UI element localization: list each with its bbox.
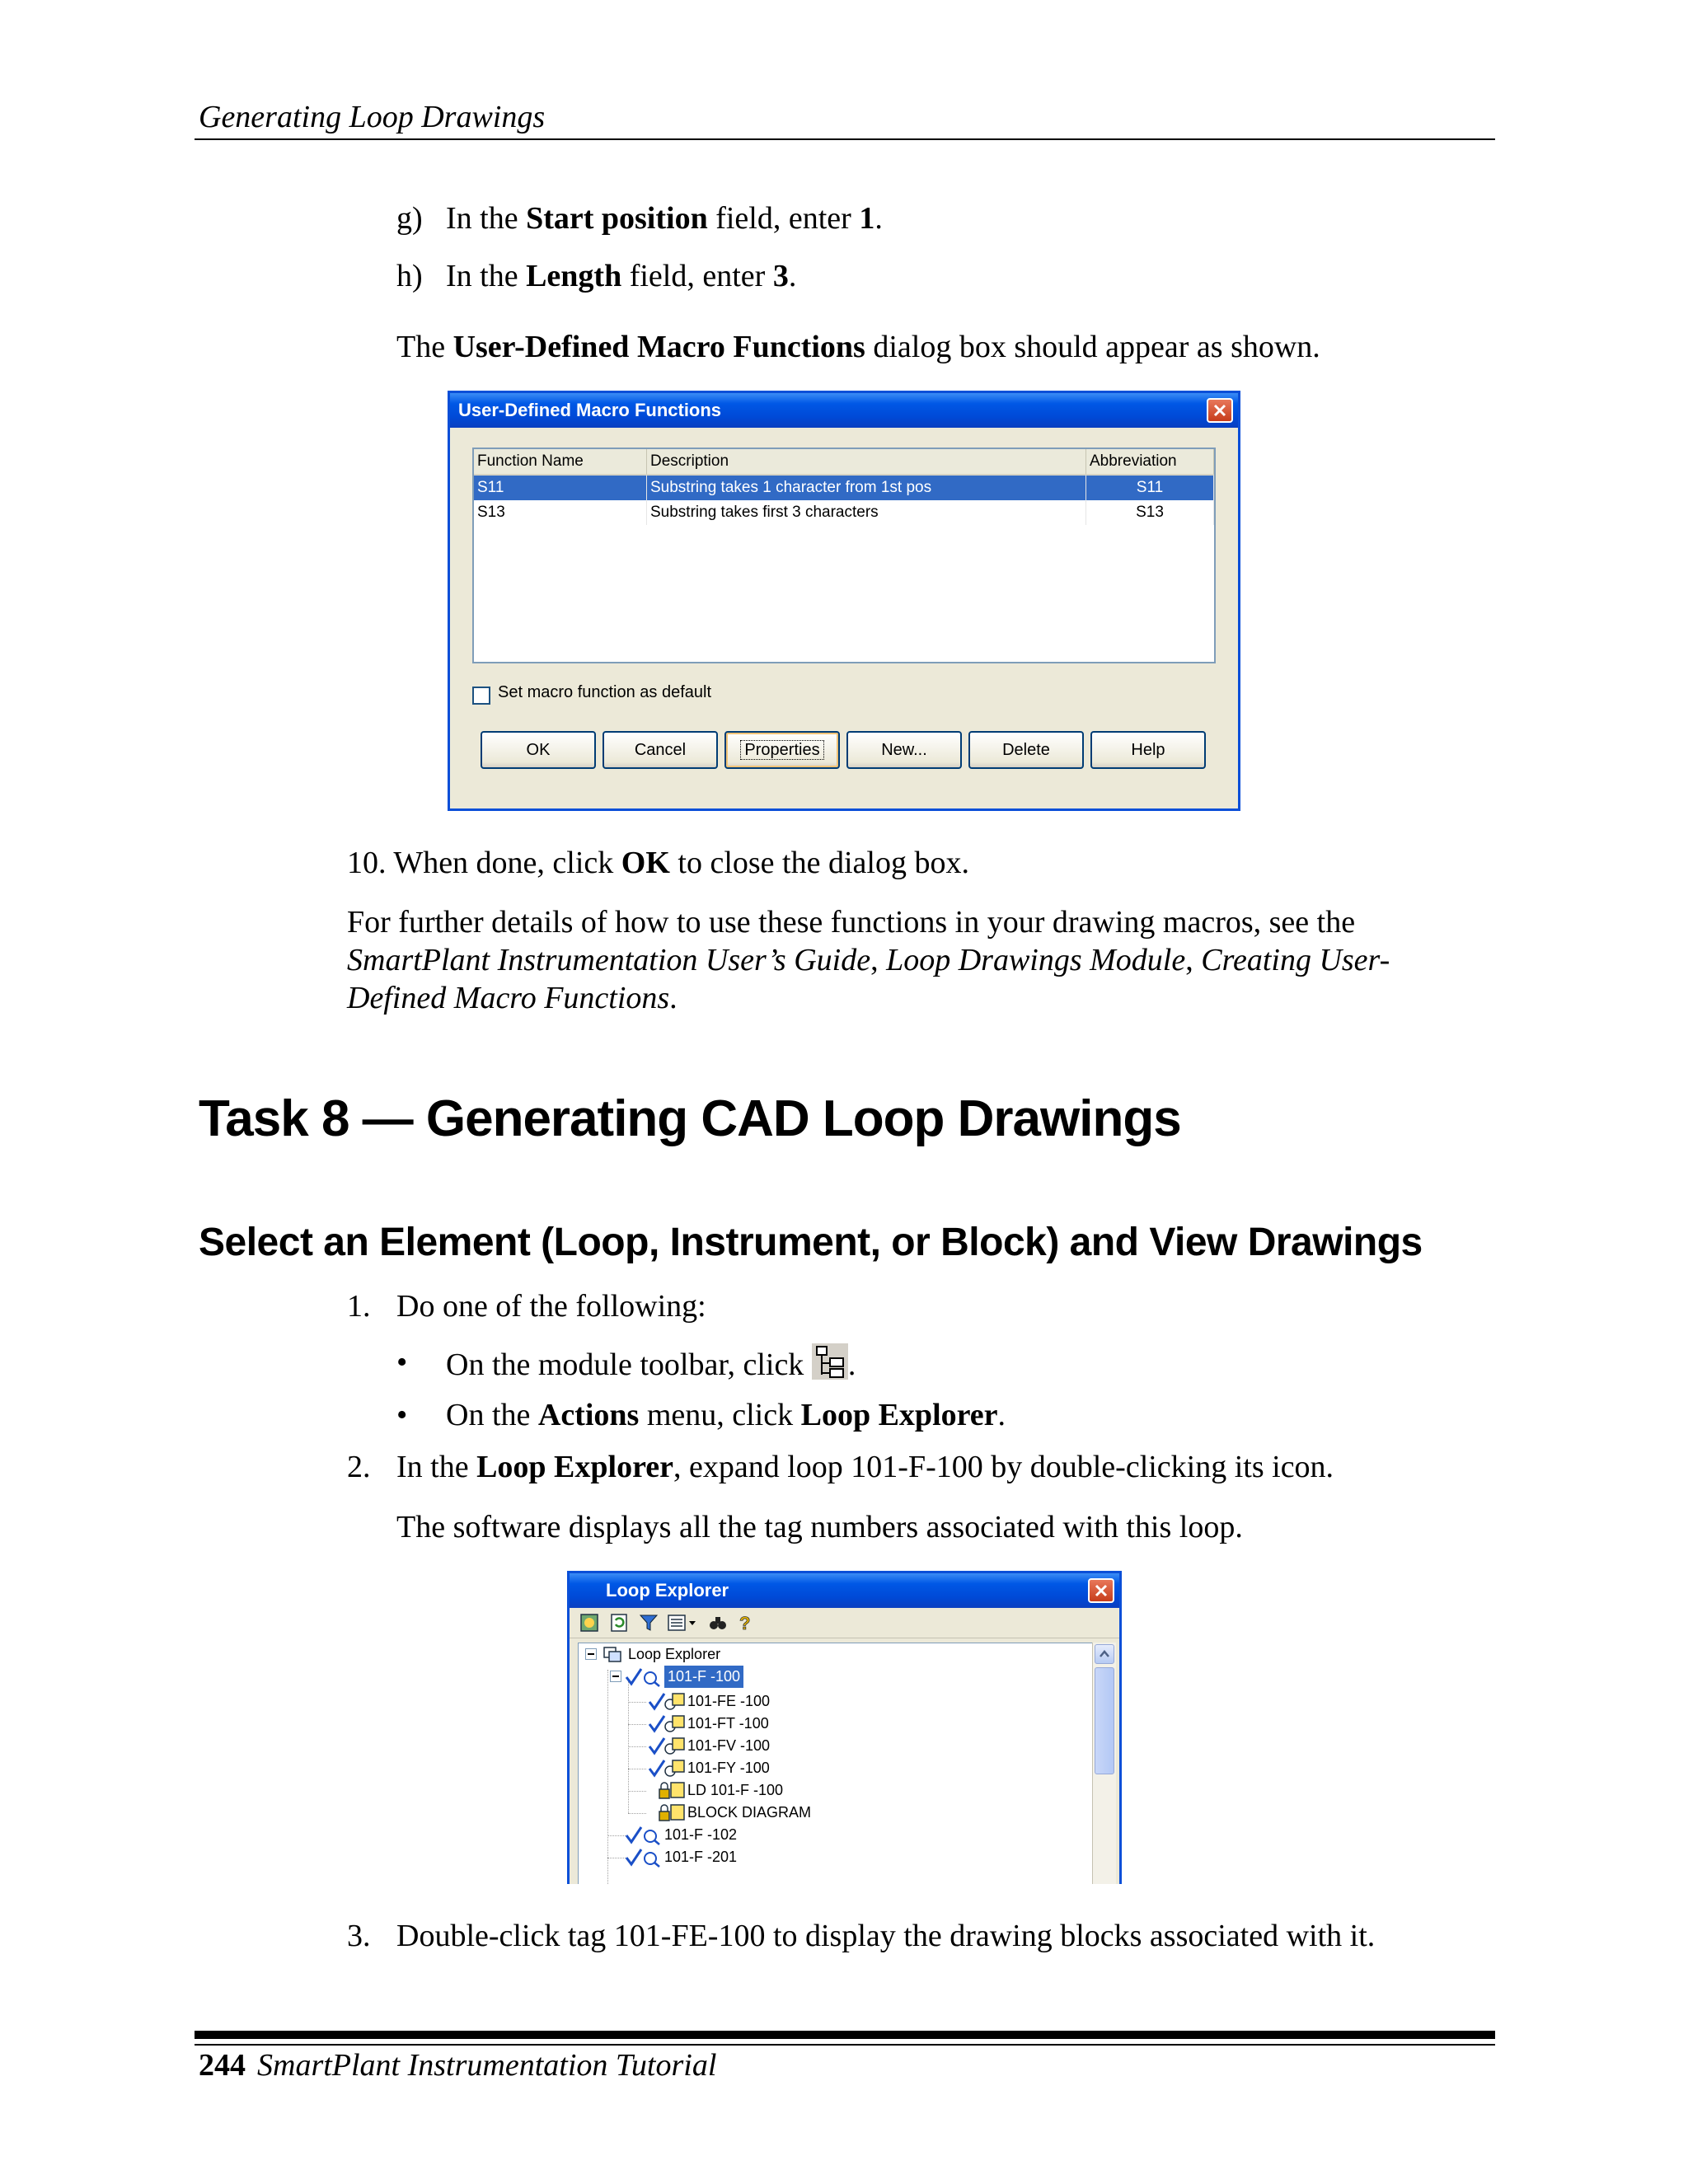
help-icon[interactable]	[734, 1613, 754, 1633]
tree-item-tag[interactable]	[648, 1713, 769, 1735]
field-name: Length	[526, 259, 622, 293]
task-heading: Task 8 — Generating CAD Loop Drawings	[199, 1090, 1181, 1147]
step-marker: 10.	[347, 846, 387, 880]
close-icon[interactable]	[1088, 1578, 1114, 1603]
page-footer	[199, 2047, 716, 2083]
cell-abbreviation: S11	[1086, 476, 1214, 500]
tree-label: 101-FV -100	[687, 1737, 771, 1754]
tree-item-loop[interactable]	[625, 1824, 737, 1846]
tree-label: 101-FE -100	[687, 1693, 771, 1709]
cell-description: Substring takes first 3 characters	[647, 500, 1086, 525]
tree-label: 101-F -102	[664, 1826, 738, 1843]
scroll-thumb[interactable]	[1095, 1667, 1114, 1774]
tree-item-loop[interactable]	[625, 1666, 743, 1688]
step-text: field, enter	[707, 201, 860, 236]
separator: ,	[870, 943, 887, 977]
tag-check-icon	[648, 1735, 687, 1757]
properties-button-label: Properties	[741, 741, 823, 759]
step-marker: 1.	[347, 1289, 371, 1324]
page-number: 244	[199, 2048, 246, 2083]
tree-item-loop[interactable]	[625, 1846, 737, 1868]
tree-item-tag[interactable]	[648, 1690, 770, 1713]
loop-check-icon	[625, 1666, 664, 1688]
bullet-bold: Loop Explorer	[800, 1398, 998, 1432]
dialog-intro	[396, 328, 1320, 366]
bullet-icon: •	[396, 1398, 408, 1432]
new-button[interactable]: New...	[846, 731, 962, 769]
tree-connector	[628, 1724, 646, 1725]
doc-reference: SmartPlant Instrumentation User’s Guide	[347, 943, 871, 977]
bullet-text: .	[997, 1398, 1006, 1432]
bullet-toolbar	[396, 1343, 856, 1382]
explorer-toolbar	[570, 1608, 1119, 1638]
tree-label: LD 101-F -100	[687, 1782, 784, 1798]
loop-explorer-root-icon	[602, 1643, 628, 1666]
bullet-actions-menu	[396, 1396, 1006, 1434]
drawing-lock-icon	[648, 1779, 687, 1802]
step-text: In the	[446, 201, 527, 236]
para-line: For further details of how to use these functions in your drawing macros, see the	[347, 905, 1356, 940]
step-1	[347, 1287, 706, 1325]
step-2-note: The software displays all the tag numbers associated with this loop.	[396, 1510, 1243, 1544]
step-text: field, enter	[621, 259, 773, 293]
tree-item-tag[interactable]	[648, 1757, 770, 1779]
tree-connector	[628, 1813, 646, 1814]
dialog-title: User-Defined Macro Functions	[458, 400, 722, 420]
delete-button[interactable]: Delete	[968, 731, 1084, 769]
collapse-toggle[interactable]	[585, 1648, 597, 1660]
step-text: Do one of the following:	[396, 1289, 706, 1324]
filter-icon[interactable]	[639, 1613, 659, 1633]
window-title: Loop Explorer	[606, 1580, 729, 1601]
refresh-view-icon[interactable]	[579, 1613, 599, 1633]
step-h	[396, 257, 797, 295]
window-title-bar[interactable]	[570, 1573, 1119, 1608]
tree-connector	[607, 1835, 626, 1836]
step-text: , expand loop 101-F-100 by double-clicking its icon.	[673, 1450, 1334, 1484]
step-g	[396, 199, 883, 237]
tree-connector	[628, 1681, 629, 1813]
bullet-bold: Actions	[537, 1398, 640, 1432]
drawing-lock-icon	[648, 1802, 687, 1824]
tag-check-icon	[648, 1690, 687, 1713]
tree-label: 101-F -100	[664, 1666, 743, 1688]
step-text: In the	[446, 259, 527, 293]
column-header-description[interactable]: Description	[647, 449, 1086, 474]
intro-bold: User-Defined Macro Functions	[452, 330, 865, 364]
step-text: Double-click tag 101-FE-100 to display the drawing blocks associated with it.	[396, 1919, 1376, 1953]
header-rule	[195, 138, 1495, 140]
tree-root[interactable]	[602, 1643, 720, 1666]
cell-description: Substring takes 1 character from 1st pos	[647, 476, 1086, 500]
table-row[interactable]	[474, 476, 1214, 500]
intro-text: The	[396, 330, 453, 364]
footer-rule	[195, 2044, 1495, 2046]
bullet-text: On the module toolbar, click	[446, 1347, 812, 1382]
step-marker: g)	[396, 201, 423, 236]
dialog-title-bar[interactable]	[450, 393, 1238, 428]
default-checkbox-label[interactable]: Set macro function as default	[498, 683, 712, 701]
loop-check-icon	[625, 1824, 664, 1846]
loop-check-icon	[625, 1846, 664, 1868]
tree-label: 101-FY -100	[687, 1760, 770, 1776]
tag-check-icon	[648, 1757, 687, 1779]
tree-item-drawing[interactable]	[648, 1779, 783, 1802]
chevron-down-icon[interactable]	[687, 1613, 698, 1633]
tree-label: 101-F -201	[664, 1849, 738, 1865]
cell-abbreviation: S13	[1086, 500, 1214, 525]
tree-item-tag[interactable]	[648, 1735, 770, 1757]
bullet-text: menu, click	[639, 1398, 801, 1432]
macro-functions-dialog	[448, 391, 1240, 811]
step-bold: OK	[621, 846, 670, 880]
bullet-icon: •	[396, 1345, 408, 1380]
step-marker: h)	[396, 259, 423, 293]
tree-connector	[628, 1702, 646, 1703]
doc-reference: Creating User-	[1201, 943, 1390, 977]
cancel-button[interactable]: Cancel	[603, 731, 718, 769]
step-bold: Loop Explorer	[476, 1450, 674, 1484]
separator: .	[669, 981, 678, 1015]
step-text: .	[788, 259, 797, 293]
loop-explorer-window	[567, 1571, 1122, 1884]
step-marker: 3.	[347, 1919, 371, 1953]
field-value: 1	[859, 201, 875, 236]
tree-item-drawing[interactable]	[648, 1802, 811, 1824]
field-name: Start position	[526, 201, 708, 236]
refresh-icon[interactable]	[609, 1613, 629, 1633]
footer-title: SmartPlant Instrumentation Tutorial	[257, 2048, 717, 2083]
default-checkbox[interactable]	[472, 687, 490, 705]
intro-text: dialog box should appear as shown.	[865, 330, 1320, 364]
step-text: to close the dialog box.	[669, 846, 969, 880]
bullet-text: On the	[446, 1398, 538, 1432]
table-row[interactable]	[474, 500, 1214, 525]
column-header-function-name[interactable]: Function Name	[474, 449, 647, 474]
separator: ,	[1185, 943, 1202, 977]
ok-button[interactable]: OK	[481, 731, 596, 769]
help-button[interactable]: Help	[1090, 731, 1206, 769]
tree-connector	[628, 1746, 646, 1747]
doc-reference: Loop Drawings Module	[886, 943, 1186, 977]
field-value: 3	[772, 259, 789, 293]
tree-connector	[628, 1791, 646, 1792]
collapse-toggle[interactable]	[610, 1671, 621, 1682]
tree-label: Loop Explorer	[628, 1646, 721, 1662]
step-text: When done, click	[393, 846, 621, 880]
tree-label: 101-FT -100	[687, 1715, 769, 1732]
running-header: Generating Loop Drawings	[199, 100, 546, 134]
doc-reference: Defined Macro Functions	[347, 981, 670, 1015]
loop-tree[interactable]	[578, 1643, 1093, 1884]
loop-explorer-toolbar-icon	[812, 1343, 848, 1380]
section-heading: Select an Element (Loop, Instrument, or Block) and View Drawings	[199, 1221, 1423, 1264]
view-options-icon[interactable]	[667, 1613, 687, 1633]
find-binoculars-icon[interactable]	[708, 1613, 728, 1633]
step-text: In the	[396, 1450, 477, 1484]
tag-check-icon	[648, 1713, 687, 1735]
close-icon[interactable]	[1207, 398, 1233, 423]
cell-function-name: S11	[474, 476, 647, 500]
properties-button[interactable]	[724, 731, 840, 769]
step-3	[347, 1917, 1376, 1955]
step-2	[347, 1448, 1334, 1486]
step-marker: 2.	[347, 1450, 371, 1484]
bullet-text: .	[847, 1347, 856, 1382]
scroll-up-icon[interactable]	[1095, 1644, 1114, 1664]
footer-rule	[195, 2031, 1495, 2039]
tree-label: BLOCK DIAGRAM	[687, 1804, 812, 1821]
step-10	[347, 844, 969, 882]
vertical-scrollbar[interactable]	[1092, 1643, 1116, 1884]
tree-connector	[607, 1670, 608, 1884]
list-header	[474, 449, 1214, 476]
cell-function-name: S13	[474, 500, 647, 525]
macro-functions-list[interactable]	[472, 448, 1216, 663]
svg-text:?: ?	[739, 1613, 751, 1633]
further-details-paragraph	[347, 903, 1476, 1017]
column-header-abbreviation[interactable]: Abbreviation	[1086, 449, 1214, 474]
step-text: .	[874, 201, 883, 236]
